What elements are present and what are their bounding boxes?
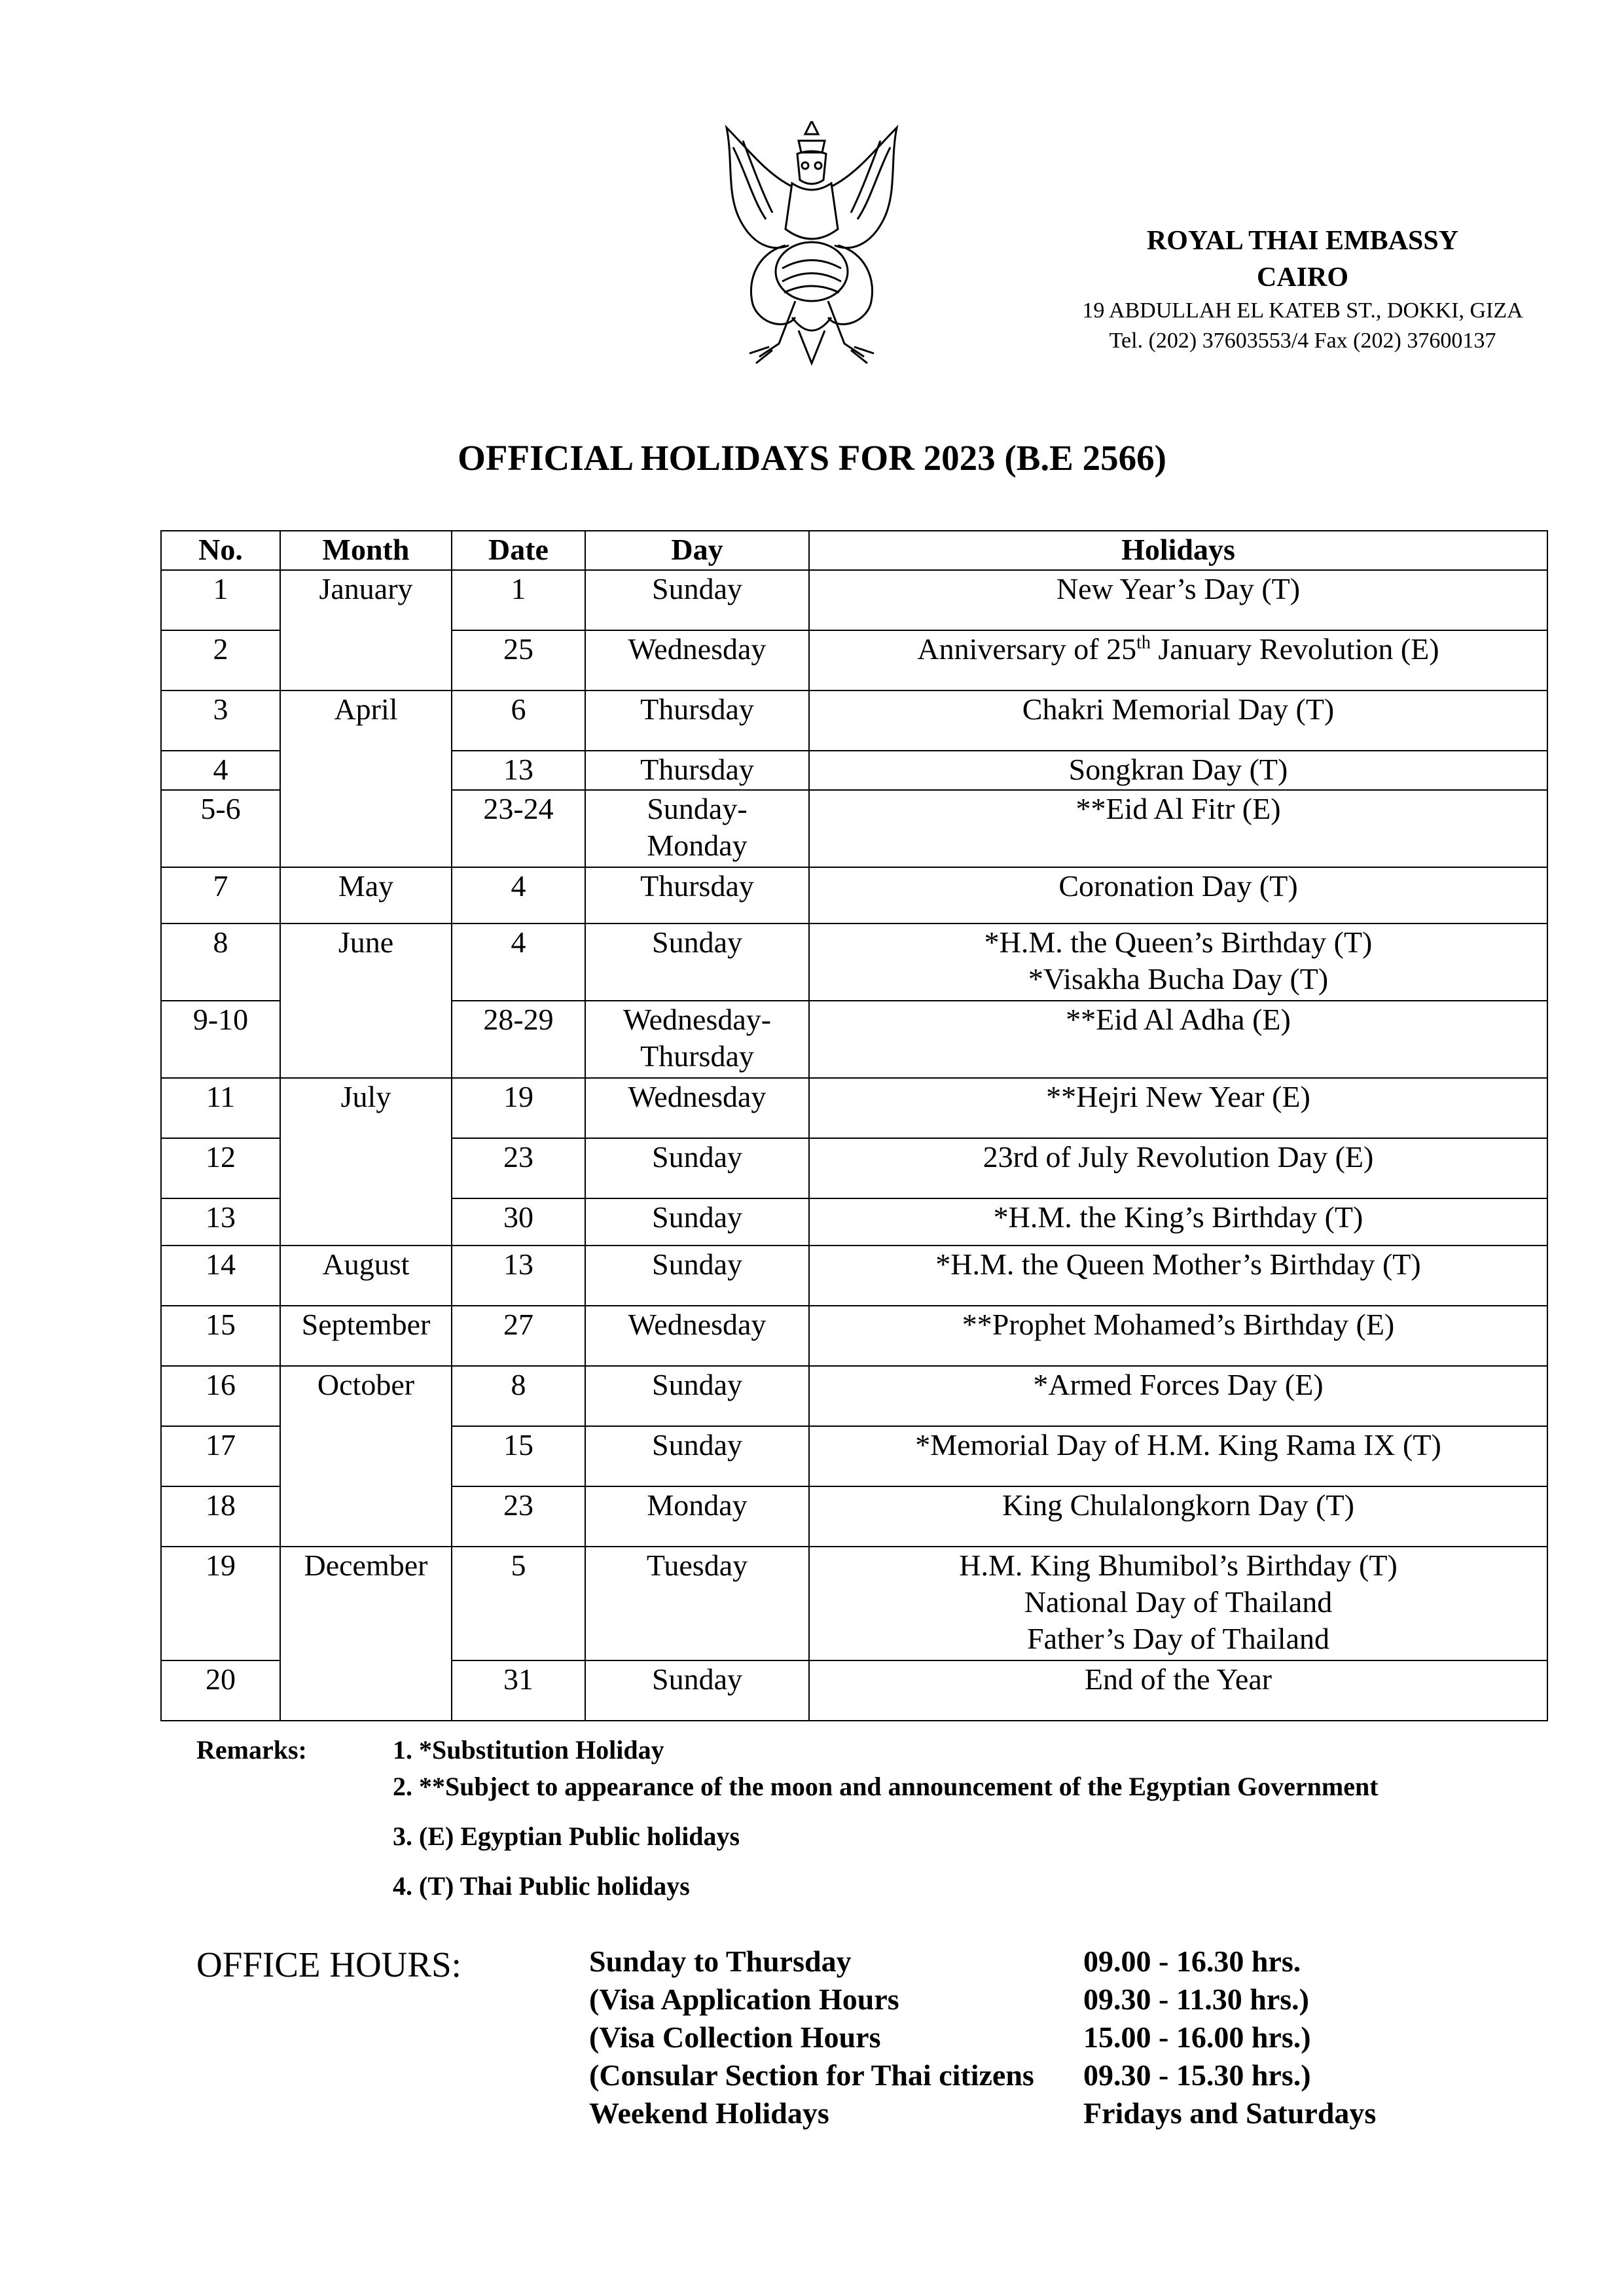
table-row [161,570,1547,630]
cell-day: Sunday [585,1246,809,1306]
cell-day: Wednesday [585,1306,809,1366]
cell-holiday [809,1547,1547,1660]
cell-holiday: Chakri Memorial Day (T) [809,691,1547,751]
office-hours-label: (Visa Application Hours [589,1982,899,2016]
cell-no: 1 [161,570,280,630]
cell-holiday: **Eid Al Adha (E) [809,1001,1547,1078]
cell-month: October [280,1366,452,1426]
remark-item: 1. *Substitution Holiday [393,1735,664,1765]
cell-day: Sunday [585,1138,809,1198]
holiday-line: *H.M. the Queen’s Birthday (T) [984,925,1373,959]
table-row [161,1547,1547,1660]
office-hours-time: 09.30 - 15.30 hrs.) [1083,2058,1311,2092]
cell-day: Sunday [585,1660,809,1721]
cell-day: Thursday [585,867,809,924]
remarks-label: Remarks: [196,1735,307,1765]
table-header-row [161,531,1547,570]
cell-no: 7 [161,867,280,924]
embassy-name: ROYAL THAI EMBASSY [1146,226,1459,256]
cell-day: Wednesday [585,630,809,691]
table-row [161,1001,1547,1078]
holiday-superscript: th [1136,632,1151,653]
office-hours-row [589,1944,1301,1979]
cell-no: 5-6 [161,790,280,867]
cell-day: Wednesday [585,1078,809,1138]
cell-date: 23-24 [452,790,585,867]
cell-month [280,1001,452,1078]
cell-no: 4 [161,751,280,790]
cell-month: January [280,570,452,630]
cell-holiday: King Chulalongkorn Day (T) [809,1486,1547,1547]
cell-no: 17 [161,1426,280,1486]
cell-no: 12 [161,1138,280,1198]
cell-day: Sunday [585,1426,809,1486]
cell-no: 18 [161,1486,280,1547]
header-date: Date [452,531,585,570]
table-row [161,630,1547,691]
table-row [161,1198,1547,1246]
cell-holiday: 23rd of July Revolution Day (E) [809,1138,1547,1198]
cell-date: 1 [452,570,585,630]
table-row [161,867,1547,924]
cell-day: Tuesday [585,1547,809,1660]
holiday-text: January Revolution (E) [1150,632,1439,666]
holiday-line: Father’s Day of Thailand [1026,1622,1330,1655]
table-row [161,1366,1547,1426]
document-title: OFFICIAL HOLIDAYS FOR 2023 (B.E 2566) [458,438,1166,478]
table-row [161,790,1547,867]
cell-holiday: **Prophet Mohamed’s Birthday (E) [809,1306,1547,1366]
office-hours-label: Sunday to Thursday [589,1945,852,1978]
cell-date: 8 [452,1366,585,1426]
cell-month: July [280,1078,452,1138]
cell-day: Thursday [585,691,809,751]
cell-holiday: End of the Year [809,1660,1547,1721]
office-hours-label: (Visa Collection Hours [589,2020,881,2054]
cell-date: 15 [452,1426,585,1486]
remark-item: 3. (E) Egyptian Public holidays [393,1821,740,1851]
cell-date: 27 [452,1306,585,1366]
cell-day [585,1001,809,1078]
cell-month [280,751,452,790]
garuda-emblem-icon [707,121,916,370]
holiday-line: H.M. King Bhumibol’s Birthday (T) [959,1549,1398,1582]
cell-date: 30 [452,1198,585,1246]
cell-no: 8 [161,924,280,1001]
cell-date: 4 [452,867,585,924]
cell-holiday [809,924,1547,1001]
cell-holiday: Coronation Day (T) [809,867,1547,924]
cell-date: 23 [452,1486,585,1547]
header-month: Month [280,531,452,570]
cell-month [280,790,452,867]
day-line: Wednesday- [623,1003,772,1036]
cell-month: May [280,867,452,924]
cell-date: 23 [452,1138,585,1198]
cell-date: 13 [452,1246,585,1306]
cell-no: 19 [161,1547,280,1660]
cell-no: 3 [161,691,280,751]
cell-holiday: *Memorial Day of H.M. King Rama IX (T) [809,1426,1547,1486]
cell-no: 20 [161,1660,280,1721]
table-row [161,1306,1547,1366]
table-row [161,1486,1547,1547]
cell-day: Thursday [585,751,809,790]
office-hours-row [589,2096,1377,2130]
cell-date: 13 [452,751,585,790]
holiday-table [160,530,1548,1721]
cell-no: 15 [161,1306,280,1366]
cell-month [280,1426,452,1486]
table-row [161,691,1547,751]
cell-holiday: *Armed Forces Day (E) [809,1366,1547,1426]
holiday-line: *Visakha Bucha Day (T) [1028,962,1329,996]
cell-month: April [280,691,452,751]
cell-holiday: New Year’s Day (T) [809,570,1547,630]
cell-month [280,1198,452,1246]
embassy-contact: Tel. (202) 37603553/4 Fax (202) 37600137 [1109,329,1496,353]
remark-item: 2. **Subject to appearance of the moon and announcement of the Egyptian Government [393,1772,1379,1801]
cell-holiday [809,630,1547,691]
cell-date: 19 [452,1078,585,1138]
cell-day: Monday [585,1486,809,1547]
header-no: No. [161,531,280,570]
office-hours-row [589,2058,1311,2092]
cell-month: June [280,924,452,1001]
cell-month: December [280,1547,452,1660]
office-hours-time: 09.30 - 11.30 hrs.) [1083,1982,1309,2016]
cell-day: Sunday [585,1198,809,1246]
cell-holiday: **Hejri New Year (E) [809,1078,1547,1138]
cell-holiday: *H.M. the King’s Birthday (T) [809,1198,1547,1246]
table-row [161,924,1547,1001]
cell-date: 6 [452,691,585,751]
cell-day: Sunday [585,924,809,1001]
table-row [161,751,1547,790]
cell-date: 25 [452,630,585,691]
office-hours-title: OFFICE HOURS: [196,1945,461,1984]
cell-day: Sunday [585,570,809,630]
cell-holiday: Songkran Day (T) [809,751,1547,790]
cell-date: 31 [452,1660,585,1721]
cell-no: 16 [161,1366,280,1426]
table-row [161,1660,1547,1721]
header-holidays: Holidays [809,531,1547,570]
cell-no: 2 [161,630,280,691]
cell-month [280,1486,452,1547]
table-row [161,1138,1547,1198]
cell-day [585,790,809,867]
holiday-line: National Day of Thailand [1024,1585,1333,1619]
cell-day: Sunday [585,1366,809,1426]
office-hours-row [589,2020,1311,2054]
office-hours-time: 09.00 - 16.30 hrs. [1083,1945,1301,1978]
cell-month [280,630,452,691]
cell-month: September [280,1306,452,1366]
cell-no: 13 [161,1198,280,1246]
office-hours-row [589,1982,1309,2017]
day-line: Monday [647,829,748,862]
cell-no: 9-10 [161,1001,280,1078]
day-line: Thursday [640,1039,754,1073]
cell-holiday: *H.M. the Queen Mother’s Birthday (T) [809,1246,1547,1306]
cell-holiday: **Eid Al Fitr (E) [809,790,1547,867]
table-row [161,1426,1547,1486]
cell-date: 4 [452,924,585,1001]
embassy-address: 19 ABDULLAH EL KATEB ST., DOKKI, GIZA [1082,298,1523,323]
cell-no: 11 [161,1078,280,1138]
remark-item: 4. (T) Thai Public holidays [393,1871,690,1901]
cell-month [280,1660,452,1721]
header-day: Day [585,531,809,570]
table-row [161,1078,1547,1138]
cell-date: 5 [452,1547,585,1660]
day-line: Sunday- [647,792,748,825]
embassy-city: CAIRO [1256,262,1348,293]
table-row [161,1246,1547,1306]
office-hours-label: Weekend Holidays [589,2096,829,2130]
office-hours-time: 15.00 - 16.00 hrs.) [1083,2020,1311,2054]
office-hours-label: (Consular Section for Thai citizens [589,2058,1034,2092]
cell-month: August [280,1246,452,1306]
letterhead [1028,223,1578,356]
office-hours-time: Fridays and Saturdays [1083,2096,1377,2130]
holiday-text: Anniversary of 25 [917,632,1137,666]
cell-no: 14 [161,1246,280,1306]
cell-date: 28-29 [452,1001,585,1078]
cell-month [280,1138,452,1198]
